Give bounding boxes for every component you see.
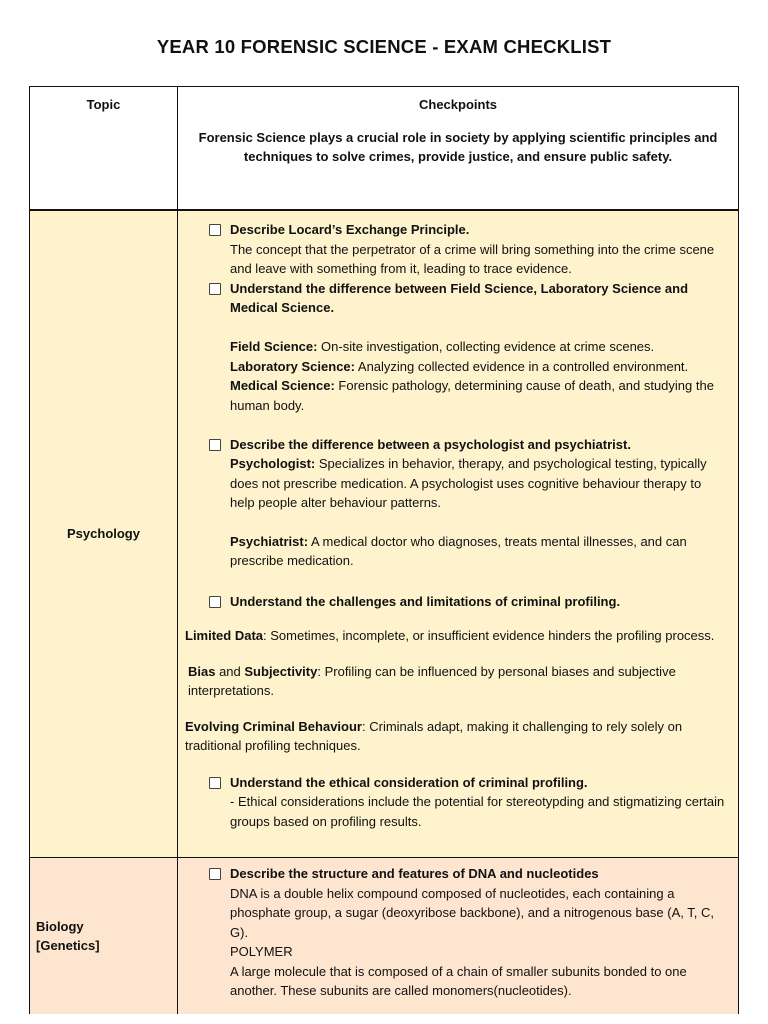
item-body [230,532,726,571]
field-science-label: Field Science: [230,339,318,354]
item-heading: Understand the difference between Field Science, Laboratory Science and Medical Science. [230,280,689,315]
checklist-item-locard [178,220,738,279]
topic-label: Psychology [67,526,140,542]
topic-cell-psychology [30,211,178,857]
topic-cell-biology [30,858,178,1014]
lab-science-text: Analyzing collected evidence in a controlled environment. [355,358,689,374]
bias-paragraph [178,662,738,701]
checkbox[interactable] [209,777,221,789]
limited-data-text: : Sometimes, incomplete, or insufficient evidence hinders the profiling process. [263,628,715,643]
item-heading: Describe Locard’s Exchange Principle. [230,222,470,237]
table-row-psychology [30,211,738,858]
checkbox[interactable] [209,596,221,608]
topic-label: Biology [36,918,84,934]
checkpoints-column-header [178,87,738,209]
page-title: YEAR 10 FORENSIC SCIENCE - EXAM CHECKLIST [156,36,612,57]
checkpoints-label: Checkpoints [418,97,497,112]
psychologist-label: Psychologist: [230,456,316,471]
medical-science-label: Medical Science: [230,378,335,393]
psychologist-text: Specializes in behavior, therapy, and psychological testing, typically does not prescribe medication. A psychologist uses cognitive behaviour therapy to help people alter behaviour patterns. [230,456,707,510]
limited-data-paragraph [178,626,738,646]
checkpoints-cell-psychology [178,211,738,857]
medical-science-text: Forensic pathology, determining cause of death, and studying the human body. [230,378,714,413]
item-body [230,337,726,357]
item-body [230,454,726,513]
evolving-behaviour-paragraph [178,717,738,756]
item-heading: Describe the structure and features of DNA and nucleotides [230,866,599,881]
checklist-item-ethics [178,773,738,832]
evolving-text: : Criminals adapt, making it challenging to rely solely on traditional profiling techniques. [185,718,683,753]
item-body [230,357,726,377]
checklist-item-sciences [178,279,738,416]
item-heading: Understand the challenges and limitations of criminal profiling. [230,593,621,609]
polymer-term: POLYMER [230,944,293,959]
psychiatrist-text: A medical doctor who diagnoses, treats mental illnesses, and can prescribe medication. [230,533,687,568]
item-body: - Ethical considerations include the potential for stereotypding and stigmatizing certain groups based on profiling results. [230,794,725,829]
limited-data-label: Limited Data [185,628,264,643]
bias-label: Bias [188,663,216,679]
checklist-item-profiling-limits [178,592,738,612]
checkbox[interactable] [209,439,221,451]
table-header-row [30,87,738,211]
checkbox[interactable] [209,224,221,236]
table-row-biology [30,858,738,1014]
checkpoints-cell-biology [178,858,738,1014]
item-heading: Describe the difference between a psychologist and psychiatrist. [230,436,631,452]
field-science-text: On-site investigation, collecting evidence at crime scenes. [317,339,655,354]
subjectivity-label: Subjectivity [244,663,318,679]
topic-column-header: Topic [30,87,178,209]
topic-sublabel: [Genetics] [36,938,100,953]
item-body [230,376,726,415]
checklist-table [29,86,739,1014]
psychiatrist-label: Psychiatrist: [230,533,309,549]
evolving-label: Evolving Criminal Behaviour [185,718,362,734]
polymer-definition: A large molecule that is composed of a chain of smaller subunits bonded to one another. These subunits are called monomers(nucleotides). [230,963,687,998]
item-heading: Understand the ethical consideration of criminal profiling. [230,774,588,790]
item-body: DNA is a double helix compound composed of nucleotides, each containing a phosphate group, a sugar (deoxyribose backbone), and a nitrogenous base (A, T, C, G). [230,885,714,940]
bias-text: : Profiling can be influenced by personal biases and subjective interpretations. [188,663,676,698]
checkbox[interactable] [209,283,221,295]
bias-and: and [215,663,245,679]
checklist-item-dna [178,864,738,1001]
checklist-item-psychologist-psychiatrist [178,435,738,571]
item-body: The concept that the perpetrator of a crime will bring something into the crime scene and leave with something from it, leading to trace evidence. [230,241,715,276]
checkbox[interactable] [209,868,221,880]
intro-text: Forensic Science plays a crucial role in society by applying scientific principles and techniques to solve crimes, provide justice, and ensure public safety. [198,129,718,164]
lab-science-label: Laboratory Science: [230,358,355,374]
